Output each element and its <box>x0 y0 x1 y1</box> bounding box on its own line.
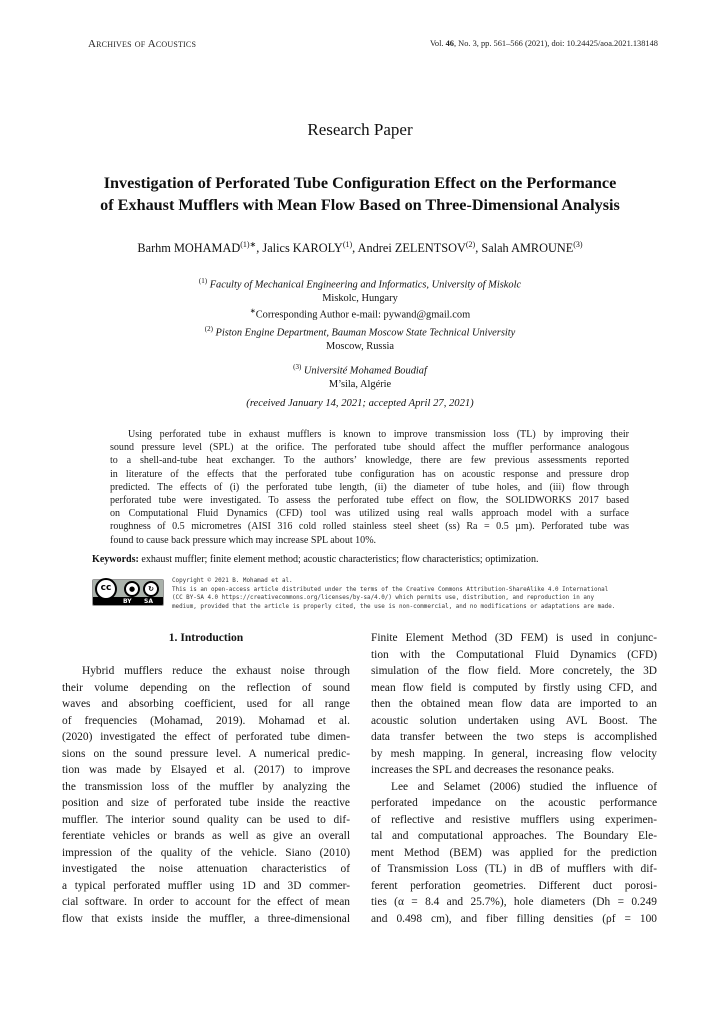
body-line: by mesh mapping. In general, increasing flow velocity <box>371 747 657 760</box>
body-line: flow that exists inside the muffler, a three-dimensional <box>62 912 350 925</box>
section-heading: 1. Introduction <box>168 631 244 644</box>
author: Jalics KAROLY$^{(1)}$, <box>262 240 358 256</box>
abstract-line: predicted. The effects of (i) the perforated tube length, (ii) the diameter of tube holes, and (iii) flow through <box>110 481 629 493</box>
body-line: Hybrid mufflers reduce the exhaust noise through <box>82 665 350 677</box>
author: Barhm $MOHAMAD^{(1)∗}$, <box>137 240 263 256</box>
citation: Vol. 46, No. 3, pp. 561–566 (2021), doi: 10.24425/aoa.2021.138148 <box>429 39 658 48</box>
paper-title <box>55 172 665 216</box>
body-line: Finite Element Method (3D FEM) is used in conjunc- <box>371 632 657 644</box>
author: Andrei ZELENTSOV$^{(2)}$, <box>357 240 482 256</box>
abstract-line: Using perforated tube in exhaust mufflers is known to improve transmission loss (TL) by improving their <box>128 429 629 440</box>
body-line: of reflective and resistive mufflers using experimen- <box>371 813 657 826</box>
body-line: of Transmission Loss (TL) in dB of mufflers with dif- <box>371 863 657 875</box>
body-line: ties (α = 8.4 and 25.7%), hole diameters (Dh = 0.249 <box>371 896 657 908</box>
affiliation-3: $^{(3)}$ Université Mohamed Boudiaf M’sila, Algérie <box>293 363 427 390</box>
corresponding-email[interactable]: Corresponding Author e-mail: pywand@gmail.com <box>255 309 471 321</box>
body-line: Lee and Selamet (2006) studied the influence of <box>391 780 657 793</box>
body-line: of frequencies (Mohamad, 2019). Mohamad et al. <box>62 714 350 727</box>
body-line: impression of the quality of the vehicle. Siano (2010) <box>62 846 350 859</box>
affiliation-1: $^{(1)}$ Faculty of Mechanical Engineering and Informatics, University of Miskolc Miskolc, Hungary ∗Corresponding Author e-mail: pywand@gmail.com <box>198 277 522 321</box>
abstract-line: to a shell-and-tube heat exchanger. To the authors’ knowledge, there are few previous assessments reported <box>110 455 629 467</box>
body-line: their volume depending on the reflection of sound <box>62 681 350 694</box>
body-line: position and size of perforated tube inside the reactive <box>62 797 350 809</box>
abstract-line: found to cause back pressure which may increase SPL about 10%. <box>110 534 377 546</box>
title-line: of Exhaust Mufflers with Mean Flow Based on Three-Dimensional Analysis <box>100 196 620 214</box>
abstract-line: on Computational Fluid Dynamics (CFD) tool was utilized using real walls approach model with a surface <box>110 508 629 520</box>
attribution-icon: ● <box>124 581 140 597</box>
keywords-text: exhaust muffler; finite element method; acoustic characteristics; flow characteristics; optimization. <box>141 554 539 565</box>
body-line: mean flow field is computed by firstly using CFD, and <box>371 681 657 694</box>
body-line: tion with the Computational Fluid Dynamics (CFD) <box>371 648 657 661</box>
left-column <box>62 630 350 927</box>
affiliation-2: $^{(2)}$ Piston Engine Department, Bauman Moscow State Technical University Moscow, Russia <box>204 325 516 352</box>
body-line: the transmission loss of the muffler by analyzing the <box>62 780 350 793</box>
paper-type: Research Paper <box>307 120 413 139</box>
body-line: ferent perforation geometries. Different duct porosi- <box>371 879 657 892</box>
cc-logo-icon: cc <box>95 578 117 600</box>
abstract-line: in literature of the effects that the perforated tube configuration has on acoustic response and pressure drop <box>110 468 629 480</box>
abstract-line: roughness of 0.5 micrometres (AISI 316 cold rolled stainless steel sheet (ss) Ra = 0.5 µm). Perforated tube was <box>110 521 629 533</box>
license-text: Copyright © 2021 B. Mohamad et al. This is an open-access article distributed under the terms of the Creative Commons Attribution-ShareAlike 4.0 International (CC BY-SA 4.0 https://creativecommons.org/licenses/by-sa/4.0/) which permits use, distribution, and reproduction in any medium, provided that the article is properly cited, the use is non-commercial, and no modifications or adaptations are made. <box>172 578 616 610</box>
body-line: sions on the sound pressure level. A numerical predic- <box>62 747 350 760</box>
body-line: investigated the noise attenuation characteristics of <box>62 863 350 875</box>
body-line: cial software. In order to account for the effect of mean <box>62 896 350 908</box>
body-line: acoustic solution undertaken using AVL Boost. The <box>371 714 657 727</box>
cc-by-sa-badge[interactable]: cc ● ↻ BY SA <box>92 579 164 606</box>
keywords-label: Keywords: <box>92 554 139 565</box>
body-line: and 0.498 cm), and fiber filling densities (ρf = 100 <box>371 912 657 925</box>
body-line: a typical perforated muffler using 1D and 3D commer- <box>62 879 350 892</box>
author-list <box>0 240 720 256</box>
body-line: muffler. The interior sound quality can be used to dif- <box>62 813 350 826</box>
share-alike-icon: ↻ <box>143 581 159 597</box>
body-line: ferentiate vehicles or brands as well as give an overall <box>62 830 350 842</box>
received-dates: (received January 14, 2021; accepted April 27, 2021) <box>246 398 474 409</box>
body-line: ment Method (BEM) was applied for the prediction <box>371 846 657 859</box>
license-block <box>92 577 629 609</box>
body-line: simulation of the flow field. More concretely, the 3D <box>371 665 657 677</box>
right-column <box>371 630 657 927</box>
abstract-line: perforated tube were investigated. To assess the perforated tube effect on flow, the SOLIDWORKS 2017 based <box>110 495 629 507</box>
body-line: then the obtained mean flow data are imported to an <box>371 698 657 710</box>
body-line: data transfer between the two steps is accomplished <box>371 731 657 743</box>
body-line: perforated impedance on the acoustic performance <box>371 797 657 809</box>
keywords <box>92 554 629 565</box>
body-line: (2020) investigated the effect of perforated tube dimen- <box>62 731 350 743</box>
abstract-line: sound pressure level (SPL) at the orifice. The perforated tube should affect the muffler performance analogous <box>110 442 629 454</box>
title-line: Investigation of Perforated Tube Configuration Effect on the Performance <box>103 174 617 192</box>
running-header <box>88 38 658 52</box>
body-line: waves and absorbing coefficient, used for all range <box>62 698 350 710</box>
abstract <box>92 428 629 547</box>
body-line: tion was made by Elsayed et al. (2017) to improve <box>62 764 350 776</box>
body-line: increases the SPL and decreases the resonance peaks. <box>371 764 615 776</box>
author: Salah AMROUNE$^{(3)}$ <box>481 240 583 256</box>
body-line: tal and computational approaches. The Boundary Ele- <box>371 830 657 842</box>
journal-name: Archives of Acoustics <box>88 38 197 50</box>
